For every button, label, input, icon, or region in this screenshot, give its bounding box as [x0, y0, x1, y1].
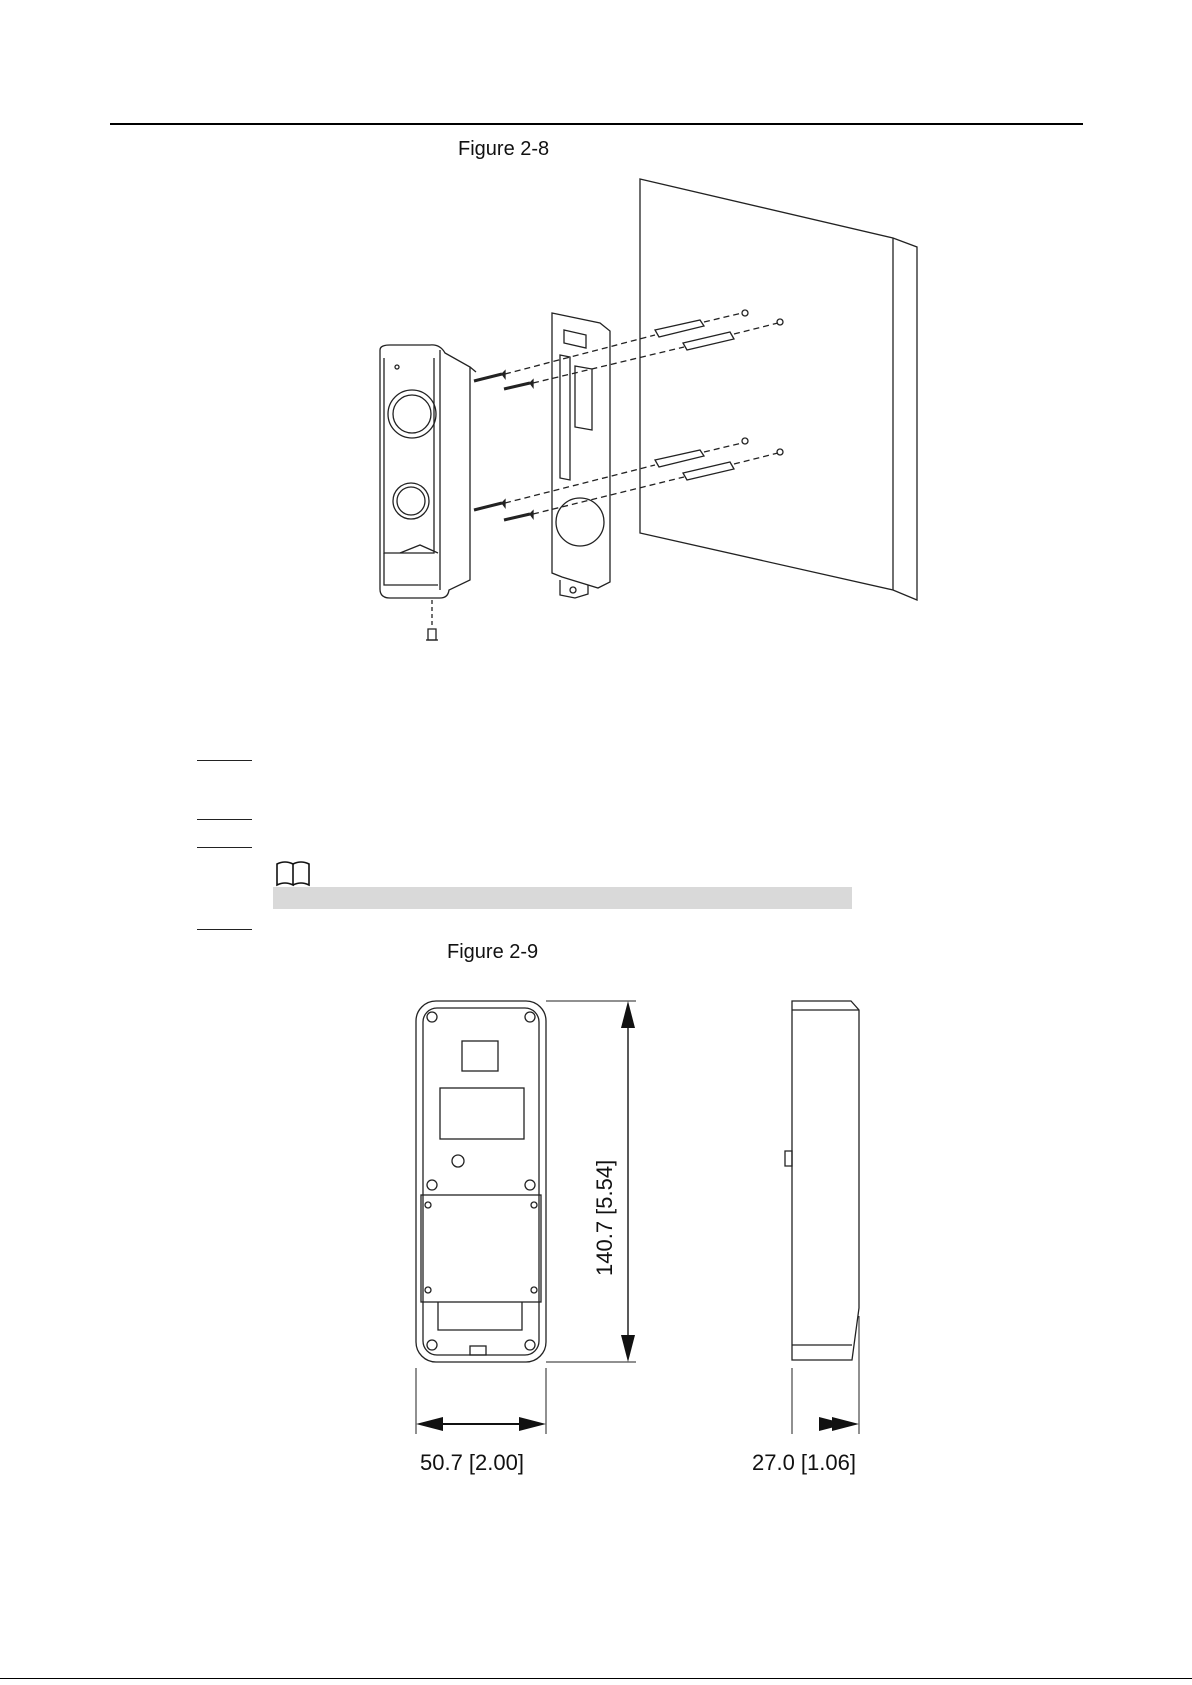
step-marker: [197, 847, 252, 848]
footer-rule: [0, 1678, 1192, 1679]
step-marker: [197, 929, 252, 930]
figure-2-9-caption: Figure 2-9: [447, 941, 539, 963]
dimension-diagram: [410, 990, 870, 1440]
step-marker: [197, 819, 252, 820]
installation-diagram: [360, 165, 940, 655]
step-marker: [197, 760, 252, 761]
header-rule: [110, 123, 1083, 125]
note-bar: [273, 887, 852, 909]
height-dimension-label: 140.7 [5.54]: [592, 1159, 617, 1276]
book-note-icon: [275, 859, 311, 887]
figure-2-8-caption: Figure 2-8: [458, 138, 550, 160]
depth-dimension-label: 27.0 [1.06]: [752, 1450, 856, 1475]
width-dimension-label: 50.7 [2.00]: [420, 1450, 524, 1475]
